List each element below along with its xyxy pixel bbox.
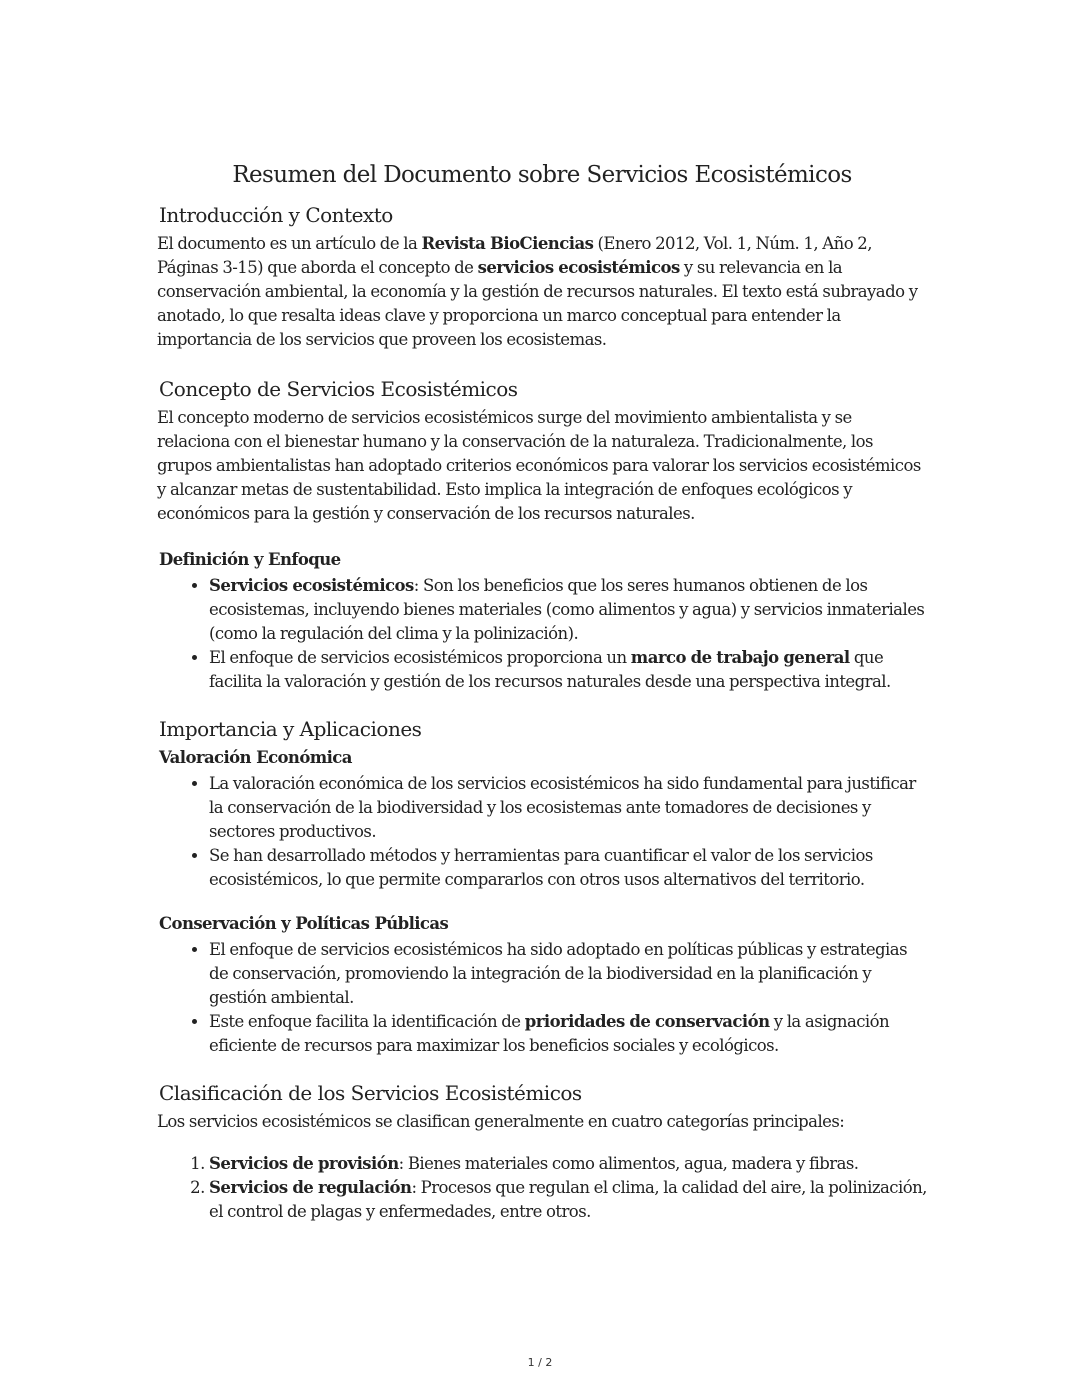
list-item: [209, 938, 927, 1010]
section-concepto: [157, 374, 927, 526]
heading-concepto: Concepto de Servicios Ecosistémicos: [159, 377, 518, 401]
heading-valoracion: Valoración Económica: [159, 748, 352, 767]
item-text: : Procesos que regulan el clima, la calidad del aire, la polinización, el control de plagas y enfermedades, entre otros.: [209, 1178, 927, 1221]
heading-introduccion: Introducción y Contexto: [159, 203, 393, 227]
item-bold: Servicios de provisión: [209, 1154, 399, 1173]
intro-text-1: El documento es un artículo de la: [157, 234, 422, 253]
concepto-paragraph: El concepto moderno de servicios ecosistémicos surge del movimiento ambientalista y se relaciona con el bienestar humano y la conservación de la naturaleza. Tradicionalmente, los grupos ambientalistas han adoptado criterios económicos para valorar los servicios ecosistémicos y alcanzar metas de sustentabilidad. Esto implica la integración de enfoques ecológicos y económicos para la gestión y conservación de los recursos naturales.: [157, 408, 921, 523]
document-title: Resumen del Documento sobre Servicios Ecosistémicos: [232, 162, 852, 188]
item-text: : Son los beneficios que los seres humanos obtienen de los ecosistemas, incluyendo bienes materiales (como alimentos y agua) y servicios inmateriales (como la regulación del clima y la polinización).: [209, 576, 925, 643]
section-definicion: [157, 548, 927, 694]
list-item: [209, 1176, 927, 1224]
item-text: El enfoque de servicios ecosistémicos ha sido adoptado en políticas públicas y estrategias de conservación, promoviendo la integración de la biodiversidad en la planificación y gestión ambiental.: [209, 940, 907, 1007]
list-item: • Se han desarrollado métodos y herramientas para cuantificar el valor de los servicios ecosistémicos, lo que permite compararlos con otros usos alternativos del territorio.: [209, 844, 927, 892]
heading-importancia: Importancia y Aplicaciones: [159, 717, 422, 741]
heading-conservacion: Conservación y Políticas Públicas: [159, 914, 449, 933]
heading-clasificacion: Clasificación de los Servicios Ecosistémicos: [159, 1081, 582, 1105]
journal-name: Revista BioCiencias: [421, 234, 594, 253]
intro-text-2: (Enero 2012, Vol. 1, Núm. 1, Año 2, Páginas 3-15) que aborda el concepto de: [157, 234, 872, 277]
item-text: : Bienes materiales como alimentos, agua, madera y fibras.: [398, 1154, 859, 1173]
item-text: Este enfoque facilita la identificación de: [209, 1012, 525, 1031]
list-item: [209, 574, 927, 646]
item-bold: Servicios de regulación: [209, 1178, 412, 1197]
heading-definicion: Definición y Enfoque: [159, 550, 341, 569]
item-text: que facilita la valoración y gestión de los recursos naturales desde una perspectiva integral.: [209, 648, 891, 691]
list-item: [209, 646, 927, 694]
conservacion-list: [157, 938, 927, 1058]
document-page: [157, 158, 927, 1246]
item-bold: Servicios ecosistémicos: [209, 576, 414, 595]
item-text: y la asignación eficiente de recursos para maximizar los beneficios sociales y ecológicos.: [209, 1012, 890, 1055]
list-item: • La valoración económica de los servicios ecosistémicos ha sido fundamental para justificar la conservación de la biodiversidad y los ecosistemas ante tomadores de decisiones y sectores productivos.: [209, 772, 927, 844]
list-item: [209, 1010, 927, 1058]
item-bold: prioridades de conservación: [524, 1012, 770, 1031]
valoracion-list: [157, 772, 927, 892]
section-conservacion: [157, 912, 927, 1058]
list-item: [209, 1152, 927, 1176]
clasificacion-list: [157, 1152, 927, 1224]
section-introduccion: [157, 200, 927, 352]
intro-paragraph: [157, 232, 927, 352]
section-clasificacion: [157, 1078, 927, 1224]
intro-text-3: y su relevancia en la conservación ambiental, la economía y la gestión de recursos naturales. El texto está subrayado y anotado, lo que resalta ideas clave y proporciona un marco conceptual para entender la importancia de los servicios que proveen los ecosistemas.: [157, 258, 918, 349]
clasificacion-intro: Los servicios ecosistémicos se clasifican generalmente en cuatro categorías principales:: [157, 1112, 845, 1131]
page-indicator: 1 / 2: [527, 1356, 553, 1369]
item-bold: marco de trabajo general: [630, 648, 850, 667]
section-importancia: [157, 714, 927, 892]
definicion-list: [157, 574, 927, 694]
key-term: servicios ecosistémicos: [477, 258, 680, 277]
item-text: El enfoque de servicios ecosistémicos proporciona un: [209, 648, 631, 667]
